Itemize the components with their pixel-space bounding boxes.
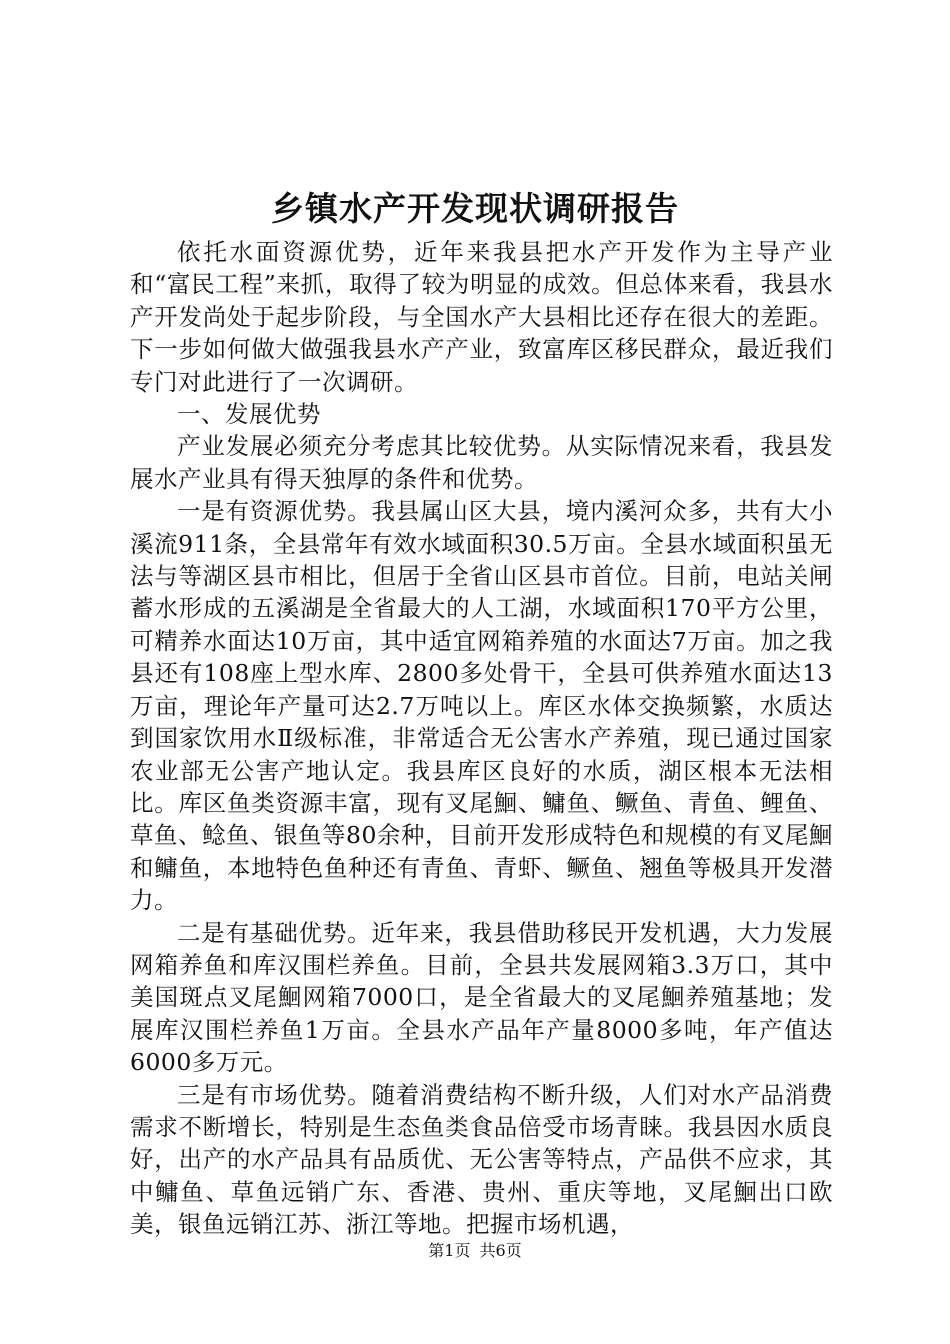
body-paragraph: 三是有市场优势。随着消费结构不断升级，人们对水产品消费需求不断增长，特别是生态鱼类食品倍受市场青睐。我县因水质良好，出产的水产品具有品质优、无公害等特点，产品供不应求，其中鳙鱼、草鱼远销广东、香港、贵州、重庆等地，叉尾鮰出口欧美，银鱼远销江苏、浙江等地。把握市场机遇，: [130, 1080, 833, 1239]
document-title: 乡镇水产开发现状调研报告: [271, 189, 679, 228]
intro-paragraph: 依托水面资源优势，近年来我县把水产开发作为主导产业和“富民工程”来抓，取得了较为明显的成效。但总体来看，我县水产开发尚处于起步阶段，与全国水产大县相比还存在很大的差距。下一步如何做大做强我县水产产业，致富库区移民群众，最近我们专门对此进行了一次调研。: [130, 238, 833, 396]
section-heading: 一、发展优势: [177, 400, 321, 429]
body-paragraph: 二是有基础优势。近年来，我县借助移民开发机遇，大力发展网箱养鱼和库汉围栏养鱼。目前，全县共发展网箱3.3万口，其中美国斑点叉尾鮰网箱7000口，是全省最大的叉尾鮰养殖基地；发展库汉围栏养鱼1万亩。全县水产品年产量8000多吨，年产值达6000多万元。: [130, 918, 833, 1077]
page-number-footer: 第1页 共6页: [428, 1241, 522, 1260]
body-paragraph: 一是有资源优势。我县属山区大县，境内溪河众多，共有大小溪流911条，全县常年有效水域面积30.5万亩。全县水域面积虽无法与等湖区县市相比，但居于全省山区县市首位。目前，电站关闸蓄水形成的五溪湖是全省最大的人工湖，水域面积170平方公里，可精养水面达10万亩，其中适宜网箱养殖的水面达7万亩。加之我县还有108座上型水库、2800多处骨干，全县可供养殖水面达13万亩，理论年产量可达2.7万吨以上。库区水体交换频繁，水质达到国家饮用水Ⅱ级标准，非常适合无公害水产养殖，现已通过国家农业部无公害产地认定。我县库区良好的水质，湖区根本无法相比。库区鱼类资源丰富，现有叉尾鮰、鳙鱼、鳜鱼、青鱼、鲤鱼、草鱼、鲶鱼、银鱼等80余种，目前开发形成特色和规模的有叉尾鮰和鳙鱼，本地特色鱼种还有青鱼、青虾、鳜鱼、翘鱼等极具开发潜力。: [130, 497, 833, 915]
body-paragraph: 产业发展必须充分考虑其比较优势。从实际情况来看，我县发展水产业具有得天独厚的条件和优势。: [130, 432, 833, 493]
document-body: [130, 236, 833, 1241]
